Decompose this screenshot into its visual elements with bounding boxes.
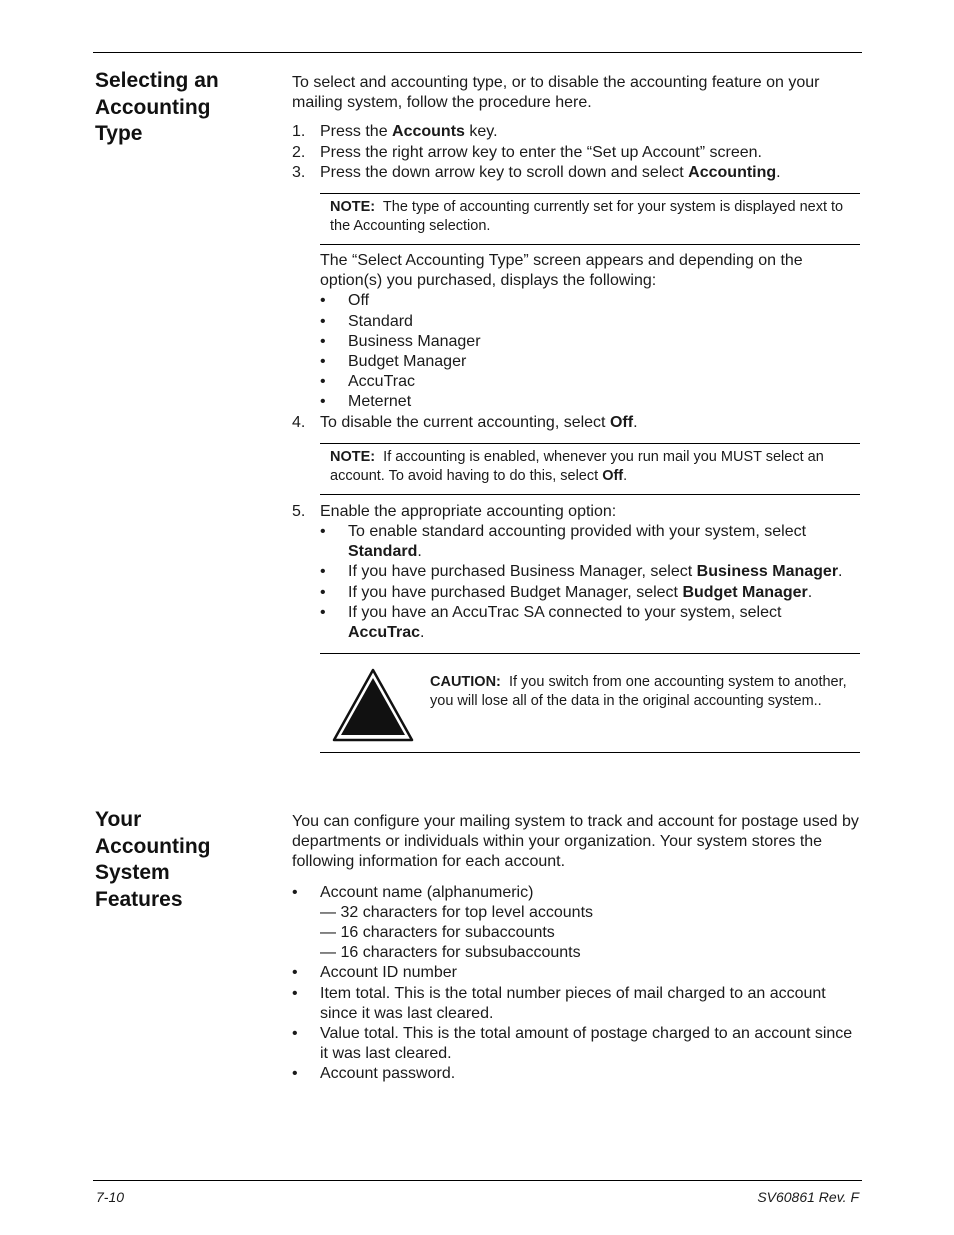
step-3: 3. Press the down arrow key to scroll down and select Accounting. (292, 163, 781, 181)
list-item: • If you have purchased Business Manager, select Business Manager. (320, 563, 843, 581)
page-number: 7-10 (96, 1189, 125, 1205)
list-item: • Off (320, 292, 370, 310)
caution-text: CAUTION: If you switch from one accounting system to another, you will lose all of the data in the original accounting system.. (430, 674, 847, 710)
list-item: — 32 characters for top level accounts (320, 903, 594, 921)
section-heading-accounting-system-features: Your Accounting System Features (95, 808, 211, 911)
features-intro-paragraph: You can configure your mailing system to track and account for postage used by departments or individuals within your organization. Your system stores the following information for each account. (292, 813, 859, 871)
note-accounting-type: NOTE: The type of accounting currently set for your system is displayed next to the Accounting selection. (320, 193, 860, 245)
account-name-details (320, 903, 860, 964)
list-item: • Value total. This is the total amount of postage charged to an account since it was last cleared. (292, 1025, 853, 1063)
list-item: • Budget Manager (320, 353, 467, 371)
procedure-steps (292, 122, 860, 183)
intro-paragraph: To select and accounting type, or to disable the accounting feature on your mailing system, follow the procedure here. (292, 74, 820, 112)
list-item: • If you have purchased Budget Manager, select Budget Manager. (320, 583, 813, 601)
list-item: • To enable standard accounting provided with your system, select Standard. (320, 523, 807, 561)
list-item: — 16 characters for subaccounts (320, 924, 555, 942)
list-item: • Account ID number (292, 964, 457, 982)
note-accounting-enabled: NOTE: If accounting is enabled, whenever you run mail you MUST select an account. To avoid having to do this, select Off. (320, 443, 860, 495)
features-list (292, 883, 860, 1085)
warning-triangle-icon (332, 668, 414, 742)
document-id: SV60861 Rev. F (757, 1189, 859, 1205)
list-item: • Meternet (320, 393, 412, 411)
list-item: • Item total. This is the total number pieces of mail charged to an account since it was last cleared. (292, 984, 826, 1022)
step-1: 1. Press the Accounts key. (292, 123, 498, 141)
list-item: • Standard (320, 312, 413, 330)
select-type-screen-text: The “Select Accounting Type” screen appears and depending on the option(s) you purchased, displays the following: • Off • Standard • Business Manager • Budget Manager • AccuTrac • Meternet (320, 251, 860, 413)
caution-box (320, 653, 860, 753)
section-body-accounting-system-features (292, 812, 860, 1085)
section-heading-selecting-accounting-type: Selecting an Accounting Type (95, 69, 219, 145)
step-4: 4. To disable the current accounting, select Off. (292, 413, 638, 431)
footer-rule (93, 1180, 862, 1181)
section-body-selecting-accounting-type (292, 73, 860, 753)
step-2: 2. Press the right arrow key to enter the “Set up Account” screen. (292, 143, 762, 161)
accounting-options-list (320, 291, 860, 412)
list-item: • If you have an AccuTrac SA connected to your system, select AccuTrac. (320, 603, 782, 642)
list-item: — 16 characters for subsubaccounts (320, 944, 581, 962)
list-item: • Account password. (292, 1065, 456, 1083)
list-item: • Account name (alphanumeric) — 32 characters for top level accounts — 16 characters for subaccounts — 16 characters for subsubaccounts (292, 883, 860, 964)
header-rule (93, 52, 862, 53)
enable-options-list (320, 522, 860, 643)
step-5: 5. Enable the appropriate accounting option: (292, 502, 617, 520)
list-item: • AccuTrac (320, 373, 415, 391)
list-item: • Business Manager (320, 332, 481, 350)
